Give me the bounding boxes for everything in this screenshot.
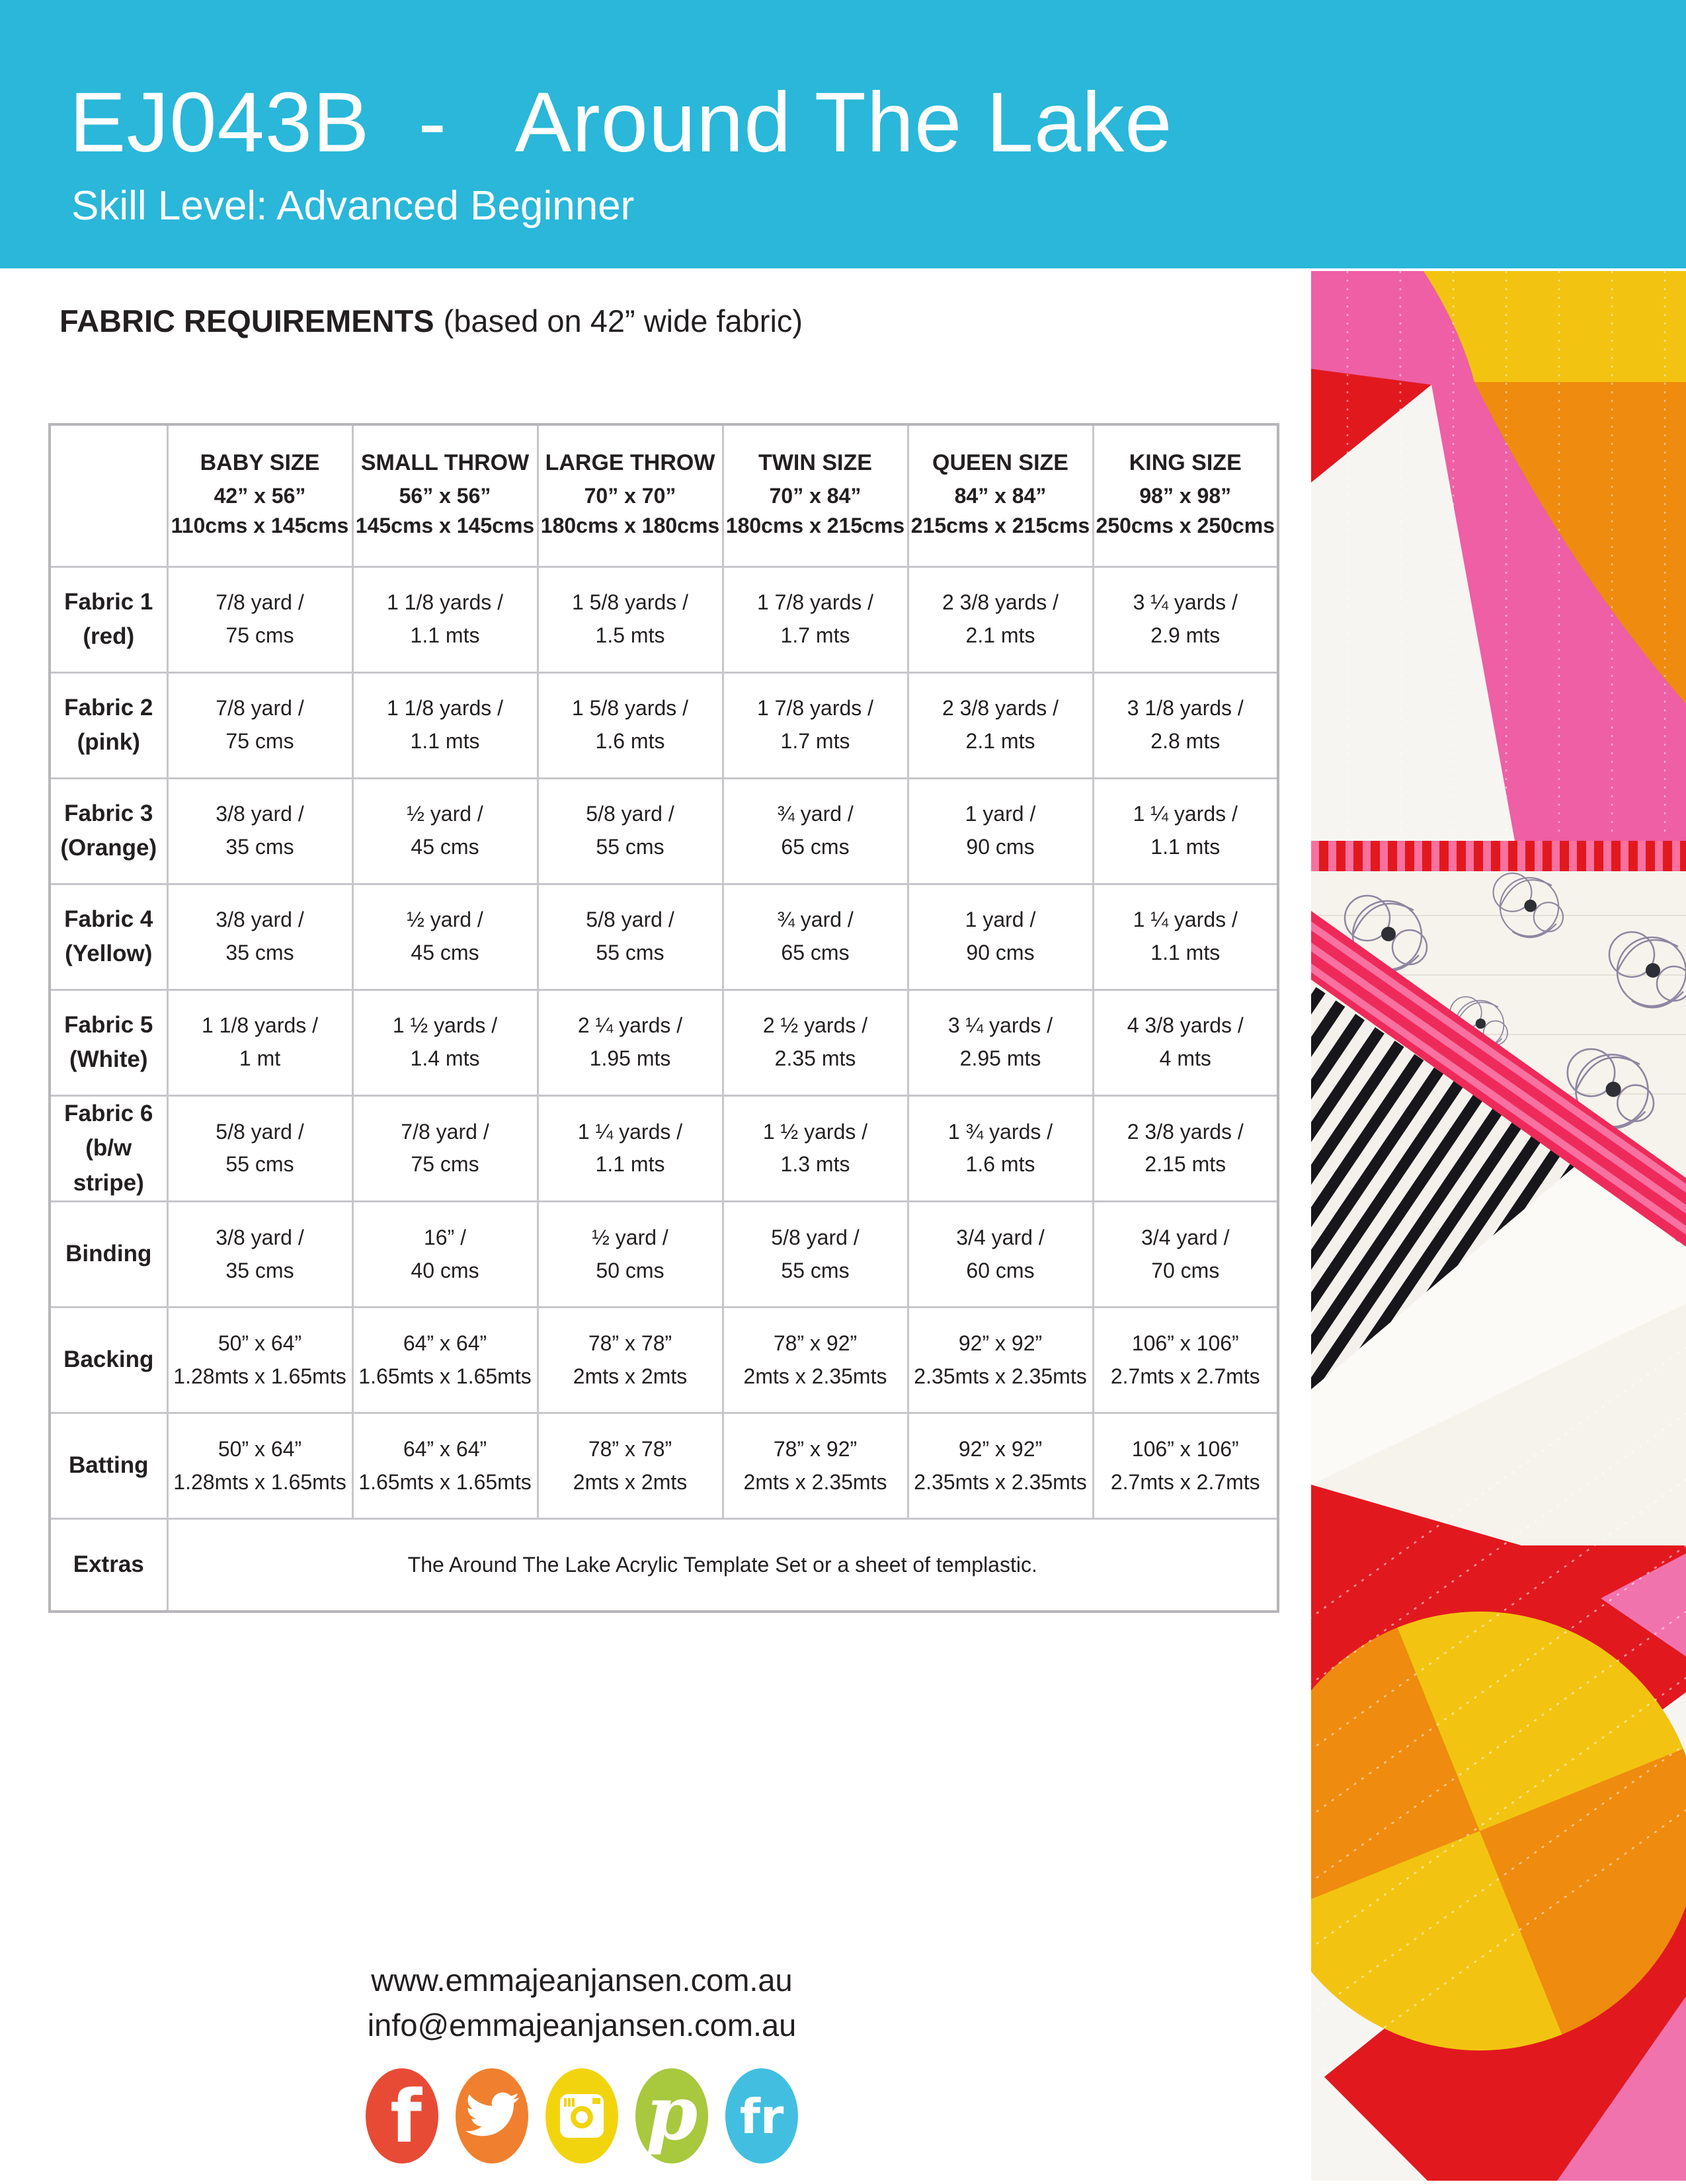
table-cell: 5/8 yard / 55 cms xyxy=(538,778,723,884)
table-cell: 7/8 yard / 75 cms xyxy=(352,1095,538,1202)
row-label: Batting xyxy=(50,1413,167,1519)
svg-text:f: f xyxy=(390,2074,422,2160)
table-row xyxy=(50,672,1278,778)
table-header-row xyxy=(50,424,1278,566)
table-cell: 2 ¼ yards / 1.95 mts xyxy=(538,990,723,1095)
fabric-table xyxy=(48,423,1279,1613)
row-label: Binding xyxy=(50,1202,167,1307)
table-row xyxy=(50,884,1278,990)
table-cell: 3/8 yard / 35 cms xyxy=(167,1202,352,1307)
table-cell: 5/8 yard / 55 cms xyxy=(723,1202,908,1307)
table-cell: 3/8 yard / 35 cms xyxy=(167,778,352,884)
row-label: Extras xyxy=(50,1519,167,1612)
row-label: Fabric 2 (pink) xyxy=(50,672,167,778)
table-cell: ½ yard / 45 cms xyxy=(352,884,538,990)
table-cell: 78” x 92” 2mts x 2.35mts xyxy=(723,1307,908,1413)
col-header-2: LARGE THROW 70” x 70” 180cms x 180cms xyxy=(538,424,723,566)
row-label: Fabric 6 (b/w stripe) xyxy=(50,1095,167,1202)
table-cell: 64” x 64” 1.65mts x 1.65mts xyxy=(352,1307,538,1413)
website-link[interactable]: www.emmajeanjansen.com.au xyxy=(371,1963,793,1998)
table-cell: 1 ½ yards / 1.4 mts xyxy=(352,990,538,1095)
col-header-1: SMALL THROW 56” x 56” 145cms x 145cms xyxy=(352,424,538,566)
section-heading xyxy=(60,303,803,339)
table-cell: 3 ¼ yards / 2.9 mts xyxy=(1093,566,1278,672)
table-cell: 2 3/8 yards / 2.1 mts xyxy=(908,672,1093,778)
table-cell: 2 3/8 yards / 2.15 mts xyxy=(1093,1095,1278,1202)
col-header-3: TWIN SIZE 70” x 84” 180cms x 215cms xyxy=(723,424,908,566)
table-cell: 64” x 64” 1.65mts x 1.65mts xyxy=(352,1413,538,1519)
table-cell: 3/4 yard / 70 cms xyxy=(1093,1202,1278,1307)
table-row xyxy=(50,990,1278,1095)
table-row xyxy=(50,1307,1278,1413)
instagram-icon[interactable] xyxy=(545,2068,619,2164)
table-cell: 1 ¾ yards / 1.6 mts xyxy=(908,1095,1093,1202)
table-cell: 1 ¼ yards / 1.1 mts xyxy=(1093,884,1278,990)
table-cell: 106” x 106” 2.7mts x 2.7mts xyxy=(1093,1413,1278,1519)
table-cell: 5/8 yard / 55 cms xyxy=(538,884,723,990)
table-row xyxy=(50,1202,1278,1307)
email-link[interactable]: info@emmajeanjansen.com.au xyxy=(367,2008,797,2043)
col-header-4: QUEEN SIZE 84” x 84” 215cms x 215cms xyxy=(908,424,1093,566)
row-label: Fabric 1 (red) xyxy=(50,566,167,672)
table-row xyxy=(50,566,1278,672)
table-cell: 3 1/8 yards / 2.8 mts xyxy=(1093,672,1278,778)
section-heading-title: FABRIC REQUIREMENTS xyxy=(60,303,434,338)
corner-cell xyxy=(50,424,167,566)
quilt-photo-graphic xyxy=(1311,271,1686,2181)
extras-row xyxy=(50,1519,1278,1612)
svg-text:p: p xyxy=(645,2070,698,2158)
table-cell: 1 1/8 yards / 1 mt xyxy=(167,990,352,1095)
row-label: Backing xyxy=(50,1307,167,1413)
table-cell: 1 1/8 yards / 1.1 mts xyxy=(352,566,538,672)
flickr-icon[interactable] xyxy=(725,2068,799,2164)
row-label: Fabric 3 (Orange) xyxy=(50,778,167,884)
table-cell: 7/8 yard / 75 cms xyxy=(167,672,352,778)
table-cell: 78” x 92” 2mts x 2.35mts xyxy=(723,1413,908,1519)
social-icons xyxy=(0,2068,1164,2164)
table-row xyxy=(50,1413,1278,1519)
col-header-5: KING SIZE 98” x 98” 250cms x 250cms xyxy=(1093,424,1278,566)
table-cell: ¾ yard / 65 cms xyxy=(723,778,908,884)
table-cell: 1 7/8 yards / 1.7 mts xyxy=(723,566,908,672)
table-cell: 1 yard / 90 cms xyxy=(908,884,1093,990)
extras-cell: The Around The Lake Acrylic Template Set or a sheet of templastic. xyxy=(167,1519,1278,1612)
table-cell: 4 3/8 yards / 4 mts xyxy=(1093,990,1278,1095)
table-cell: ½ yard / 50 cms xyxy=(538,1202,723,1307)
table-cell: 92” x 92” 2.35mts x 2.35mts xyxy=(908,1307,1093,1413)
footer xyxy=(0,1958,1164,2164)
table-cell: 1 ¼ yards / 1.1 mts xyxy=(538,1095,723,1202)
table-cell: 2 ½ yards / 2.35 mts xyxy=(723,990,908,1095)
table-cell: 3 ¼ yards / 2.95 mts xyxy=(908,990,1093,1095)
svg-text:fr: fr xyxy=(739,2089,784,2145)
page-title: EJ043B - Around The Lake xyxy=(69,75,1173,170)
row-label: Fabric 4 (Yellow) xyxy=(50,884,167,990)
twitter-icon[interactable] xyxy=(455,2068,529,2164)
table-cell: 78” x 78” 2mts x 2mts xyxy=(538,1307,723,1413)
table-cell: 7/8 yard / 75 cms xyxy=(167,566,352,672)
table-row xyxy=(50,1095,1278,1202)
table-cell: 3/8 yard / 35 cms xyxy=(167,884,352,990)
table-cell: ¾ yard / 65 cms xyxy=(723,884,908,990)
table-cell: 1 7/8 yards / 1.7 mts xyxy=(723,672,908,778)
table-row xyxy=(50,778,1278,884)
table-cell: 1 5/8 yards / 1.6 mts xyxy=(538,672,723,778)
skill-level: Skill Level: Advanced Beginner xyxy=(71,183,635,229)
pinterest-icon[interactable] xyxy=(635,2068,709,2164)
row-label: Fabric 5 (White) xyxy=(50,990,167,1095)
section-heading-note: (based on 42” wide fabric) xyxy=(443,303,803,338)
table-cell: 1 ¼ yards / 1.1 mts xyxy=(1093,778,1278,884)
facebook-icon[interactable] xyxy=(365,2068,439,2164)
table-cell: 3/4 yard / 60 cms xyxy=(908,1202,1093,1307)
table-cell: 50” x 64” 1.28mts x 1.65mts xyxy=(167,1413,352,1519)
table-cell: 1 5/8 yards / 1.5 mts xyxy=(538,566,723,672)
table-cell: 16” / 40 cms xyxy=(352,1202,538,1307)
table-cell: 1 ½ yards / 1.3 mts xyxy=(723,1095,908,1202)
col-header-0: BABY SIZE 42” x 56” 110cms x 145cms xyxy=(167,424,352,566)
table-cell: 1 1/8 yards / 1.1 mts xyxy=(352,672,538,778)
table-cell: 92” x 92” 2.35mts x 2.35mts xyxy=(908,1413,1093,1519)
table-cell: ½ yard / 45 cms xyxy=(352,778,538,884)
table-cell: 106” x 106” 2.7mts x 2.7mts xyxy=(1093,1307,1278,1413)
table-cell: 50” x 64” 1.28mts x 1.65mts xyxy=(167,1307,352,1413)
header-banner xyxy=(0,0,1686,268)
table-cell: 2 3/8 yards / 2.1 mts xyxy=(908,566,1093,672)
table-cell: 5/8 yard / 55 cms xyxy=(167,1095,352,1202)
table-cell: 78” x 78” 2mts x 2mts xyxy=(538,1413,723,1519)
quilt-photo xyxy=(1311,271,1686,2181)
table-cell: 1 yard / 90 cms xyxy=(908,778,1093,884)
